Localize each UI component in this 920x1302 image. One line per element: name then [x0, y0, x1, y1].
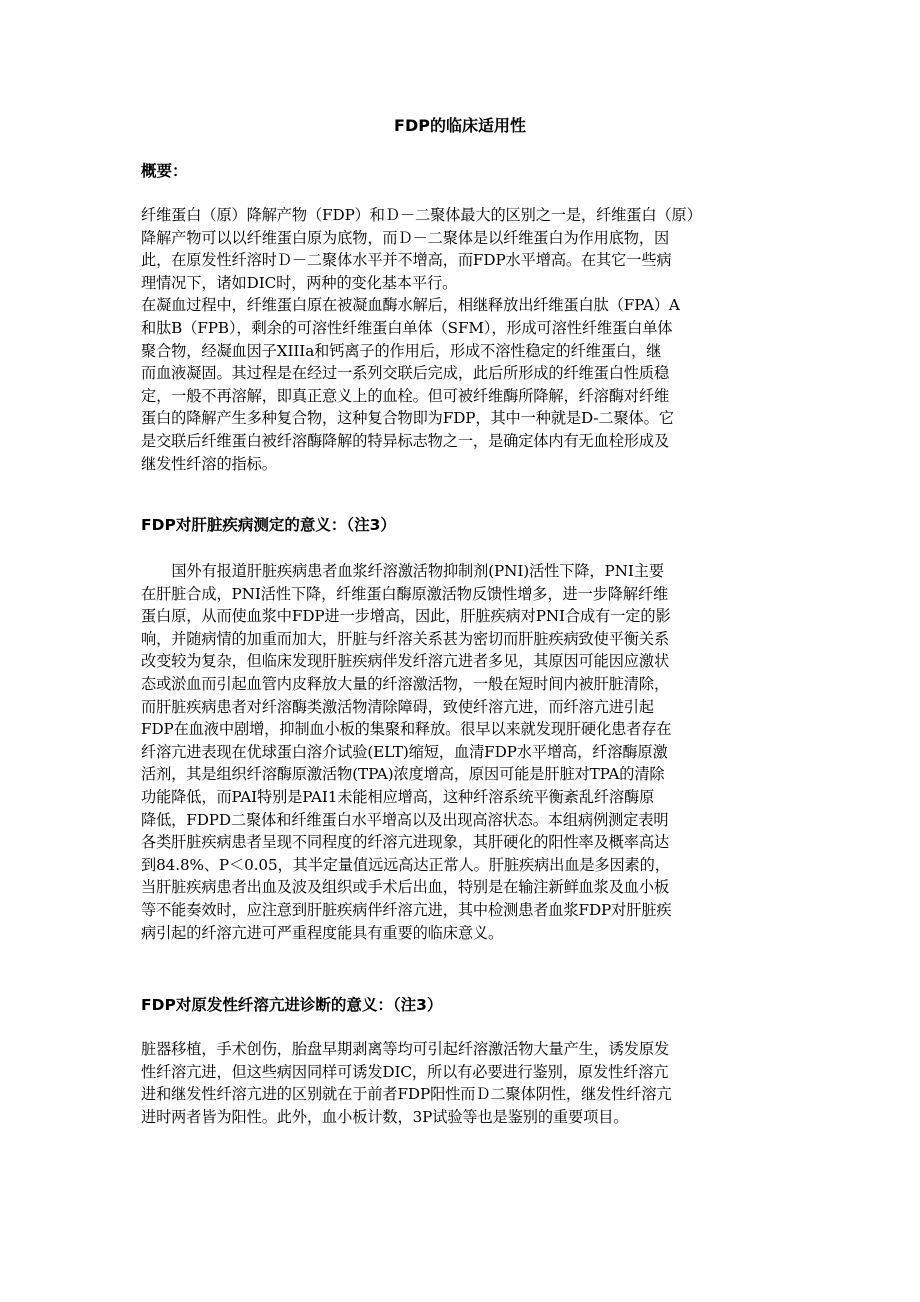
text-line: 继发性纤溶的指标。: [141, 454, 277, 473]
text-line: 国外有报道肝脏疾病患者血浆纤溶激活物抑制剂(PNI)活性下降，PNI主要: [171, 562, 664, 580]
text-line: 功能降低，而PAI特别是PAI1未能相应增高，这种纤溶系统平衡紊乱纤溶酶原: [141, 787, 655, 806]
primary-fibrinolysis-paragraph: [141, 1038, 781, 1128]
text-line: 降低，FDPD二聚体和纤维蛋白水平增高以及出现高溶状态。本组病例测定表明: [141, 810, 669, 829]
liver-paragraph: [141, 560, 781, 944]
summary-heading: 概要：: [141, 162, 188, 180]
text-line: 定，一般不再溶解，即真正意义上的血栓。但可被纤维酶所降解，纤溶酶对纤维: [141, 386, 670, 405]
text-line: 而肝脏疾病患者对纤溶酶类激活物清除障碍，致使纤溶亢进，而纤溶亢进引起: [141, 697, 654, 716]
text-line: 脏器移植，手术创伤，胎盘早期剥离等均可引起纤溶激活物大量产生，诱发原发: [141, 1040, 670, 1058]
text-line: 此，在原发性纤溶时Ｄ－二聚体水平并不增高，而FDP水平增高。在其它一些病: [141, 251, 672, 270]
text-line: 纤维蛋白（原）降解产物（FDP）和Ｄ－二聚体最大的区别之一是，纤维蛋白（原）: [141, 206, 702, 224]
text-line: 当肝脏疾病患者出血及波及组织或手术后出血，特别是在输注新鲜血浆及血小板: [141, 878, 670, 897]
text-line: 和肽B（FPB），剩余的可溶性纤维蛋白单体（SFM），形成可溶性纤维蛋白单体: [141, 318, 673, 337]
summary-paragraph: [141, 204, 781, 475]
text-line: 而血液凝固。其过程是在经过一系列交联后完成，此后所形成的纤维蛋白性质稳: [141, 364, 670, 383]
text-line: 聚合物，经凝血因子XIIIa和钙离子的作用后，形成不溶性稳定的纤维蛋白，继: [141, 341, 662, 360]
text-line: 在肝脏合成，PNI活性下降，纤维蛋白酶原激活物反馈性增多，进一步降解纤维: [141, 584, 669, 603]
text-line: 病引起的纤溶亢进可严重程度能具有重要的临床意义。: [141, 923, 504, 942]
text-line: FDP在血液中剧增，抑制血小板的集聚和释放。很早以来就发现肝硬化患者存在: [141, 720, 672, 739]
text-line: 响，并随病情的加重而加大，肝脏与纤溶关系甚为密切而肝脏疾病致使平衡关系: [141, 629, 670, 648]
text-line: 降解产物可以以纤维蛋白原为底物，而Ｄ－二聚体是以纤维蛋白为作用底物，因: [141, 228, 670, 247]
text-line: 纤溶亢进表现在优球蛋白溶介试验(ELT)缩短，血清FDP水平增高，纤溶酶原激: [141, 742, 668, 761]
text-line: 在凝血过程中，纤维蛋白原在被凝血酶水解后，相继释放出纤维蛋白肽（FPA）A: [141, 296, 680, 315]
page-title: FDP的临床适用性: [394, 116, 526, 135]
primary-fibrinolysis-heading: FDP对原发性纤溶亢进诊断的意义：（注3）: [141, 996, 443, 1014]
liver-section-heading: FDP对肝脏疾病测定的意义：（注3）: [141, 516, 396, 534]
text-line: 进和继发性纤溶亢进的区别就在于前者FDP阳性而Ｄ二聚体阴性，继发性纤溶亢: [141, 1085, 672, 1104]
text-line: 进时两者皆为阳性。此外，血小板计数，3P试验等也是鉴别的重要项目。: [141, 1107, 629, 1126]
text-line: 态或淤血而引起血管内皮释放大量的纤溶激活物，一般在短时间内被肝脏清除，: [141, 674, 670, 693]
text-line: 理情况下，诸如DIC时，两种的变化基本平行。: [141, 273, 458, 292]
text-line: 蛋白的降解产生多种复合物，这种复合物即为FDP，其中一种就是D-二聚体。它: [141, 409, 674, 428]
text-line: 各类肝脏疾病患者呈现不同程度的纤溶亢进现象，其肝硬化的阳性率及概率高达: [141, 833, 670, 852]
text-line: 蛋白原，从而使血浆中FDP进一步增高，因此，肝脏疾病对PNI合成有一定的影: [141, 607, 671, 626]
text-line: 等不能奏效时，应注意到肝脏疾病伴纤溶亢进，其中检测患者血浆FDP对肝脏疾: [141, 900, 672, 919]
text-line: 性纤溶亢进，但这些病因同样可诱发DIC，所以有必要进行鉴别，原发性纤溶亢: [141, 1062, 669, 1081]
text-line: 活剂，其是组织纤溶酶原激活物(TPA)浓度增高，原因可能是肝脏对TPA的清除: [141, 765, 665, 784]
text-line: 改变较为复杂，但临床发现肝脏疾病伴发纤溶亢进者多见，其原因可能因应激状: [141, 652, 670, 671]
text-line: 是交联后纤维蛋白被纤溶酶降解的特异标志物之一，是确定体内有无血栓形成及: [141, 431, 670, 450]
text-line: 到84.8%、P＜0.05，其半定量值远远高达正常人。肝脏疾病出血是多因素的，: [141, 855, 670, 874]
